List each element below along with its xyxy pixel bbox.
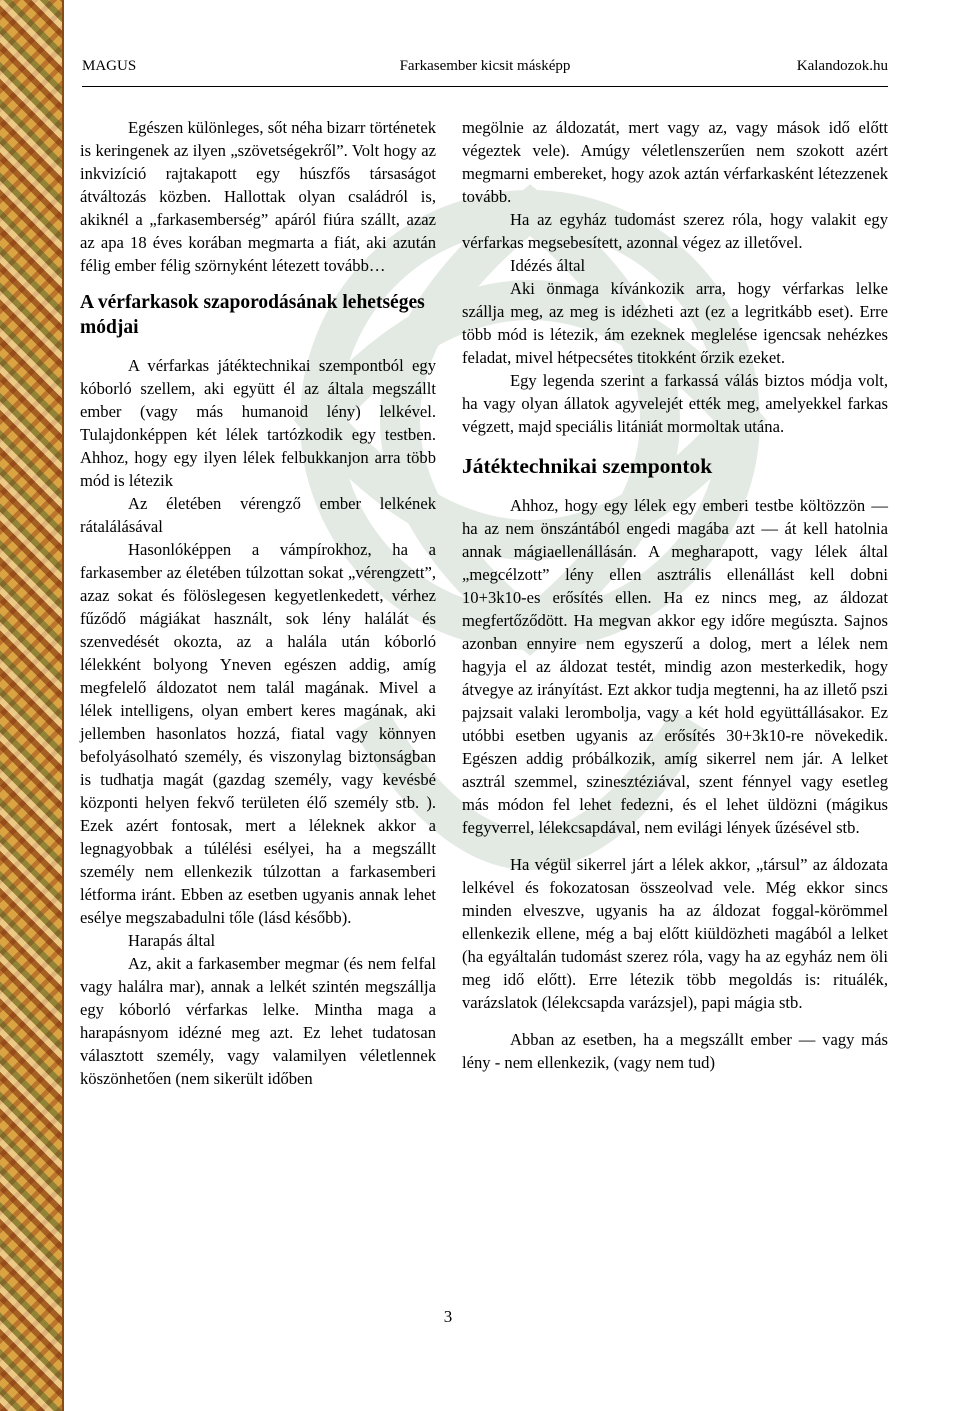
header-rule — [82, 86, 888, 87]
paragraph: Aki önmaga kívánkozik arra, hogy vérfarkas lelke szállja meg, az meg is idézheti azt (ez a legritkább eset). Erre több mód is létezik, ám ezeknek meglelése igencsak nehézkes feladat, mivel hétpecsétes titokként őrzik ezeket. — [462, 279, 888, 367]
spacer — [462, 839, 888, 853]
paragraph: Ha az egyház tudomást szerez róla, hogy valakit egy vérfarkas megsebesített, azonnal végez az illetővel. — [462, 210, 888, 252]
decorative-border — [0, 0, 64, 1411]
left-column — [80, 116, 436, 1090]
paragraph: Egészen különleges, sőt néha bizarr történetek is keringenek az ilyen „szövetségekről”. Volt hogy az inkvizíció rajtakapott egy húszfős társaságot átváltozás közben. Hallottak olyan családról is, akiknél a „farkasemberség” apáról fiúra szállt, azaz az apa 18 éves korában megmarta a fiát, aki azután félig ember félig szörnyként létezett tovább… — [80, 118, 436, 275]
subheading: Az életében vérengző ember lelkének rátalálásával — [80, 494, 436, 536]
paragraph: A vérfarkas játéktechnikai szempontból egy kóborló szellem, aki együtt él az általa megszállt ember (vagy más humanoid lény) lelkével. Tulajdonképpen két lélek tartózkodik egy testben. Ahhoz, hogy egy ilyen lélek felbukkanjon arra több mód is létezik — [80, 356, 436, 490]
spacer — [462, 1014, 888, 1028]
page-number: 3 — [443, 1307, 453, 1326]
section-heading: A vérfarkasok szaporodásának lehetséges módjai — [80, 292, 425, 338]
paragraph: Hasonlóképpen a vámpírokhoz, ha a farkasember az életében túlzottan sokat „vérengzett”, azaz sokat és fölöslegesen kegyetlenkedett, vérhez fűződő mágiákat használt, sok lény halálát és szenvedését okozta, az a halála után kóborló lélekként bolyong Yneven egészen addig, amíg megfelelő áldozatot nem talál magának. Mivel a lélek intelligens, olyan embert keres magának, aki jellemben hasonlatos hozzá, fiatal vagy könnyen befolyásolható személy, és viszonylag biztonságban is tudhatja magát (gazdag személy, vagy kevésbé központi helyen fekvő területen élő személy stb. ). Ezek azért fontosak, mert a léleknek akkor a legnagyobbak a túlélési esélyei, ha a megszállt személy nem ellenkezik túlzottan a farkasemberi létforma iránt. Ebben az esetben ugyanis annak lehet esélye megszabadulni tőle (lásd később). — [80, 540, 436, 927]
paragraph: Az, akit a farkasember megmar (és nem felfal vagy halálra mar), annak a lelkét szintén megszállja egy kóborló vérfarkas lelke. Mintha maga a harapásnyom idézné meg azt. Ez lehet tudatosan választott személy, vagy valamilyen véletlennek köszönhetően (nem sikerült időben — [80, 954, 436, 1088]
right-column — [462, 116, 888, 1074]
paragraph: Ha végül sikerrel járt a lélek akkor, „társul” az áldozata lelkével és fokozatosan összeolvad vele. Még ekkor sincs minden elveszve, ugyanis ha az áldozat foggal-körömmel ellenkezik ellene, még a baj előtt kiüldözheti magából a lelket (ha egyáltalán tudomást szerez róla, vagy ha az egyház nem öli meg idő előtt). Erre létezik több megoldás is: rituálék, varázslatok (lélekcsapda varázsjel), papi mágia stb. — [462, 855, 888, 1012]
paragraph: megölnie az áldozatát, mert vagy az, vagy mások idő előtt végeztek vele). Amúgy véletlenszerűen nem szokott azért megmarni embereket, hogy azok aztán vérfarkasként létezzenek tovább. — [462, 118, 888, 206]
subheading: Idézés által — [510, 256, 586, 275]
subheading: Harapás által — [128, 931, 216, 950]
header-left: MAGUS — [82, 58, 137, 74]
header-right: Kalandozok.hu — [796, 58, 888, 74]
paragraph: Egy legenda szerint a farkassá válás biztos módja volt, ha vagy olyan állatok agyvelejét ették meg, amelyekkel farkas végzett, majd speciális litániát mormoltak utána. — [462, 371, 888, 436]
section-heading: Játéktechnikai szempontok — [462, 454, 713, 478]
header-title: Farkasember kicsit másképp — [399, 58, 571, 74]
page-header — [82, 58, 888, 82]
paragraph: Ahhoz, hogy egy lélek egy emberi testbe költözzön — ha az nem önszántából engedi magába azt — át kell hatolnia annak mágiaellenállásán. A megharapott, vagy lélek által „megcélzott” lény ellen asztrális ellenállást kell dobni 10+3k10-es erősítés ellen. Ha ez nincs meg, az áldozat megfertőződött. Ha megvan akkor egy időre megúszta. Sajnos azonban ennyire nem egyszerű a dolog, mert a lélek nem hagyja el az áldozat testét, mindig azon mesterkedik, hogy átvegye az irányítást. Ezt akkor tudja megtenni, ha az illető pszi pajzsait valaki lerombolja, vagy a két hold együttállásakor. Ez utóbbi esetben ugyanis az erősítés 30+3k10-re növekedik. Egészen addig próbálkozik, amíg sikerrel nem jár. A lelket asztrál szemmel, szinesztéziával, szent fénnyel vagy esetleg más módon fel lehet fedezni, és el lehet üldözni (mágikus fegyverrel, lélekcsapdával, nem evilági lények űzésével stb. — [462, 496, 888, 837]
paragraph: Abban az esetben, ha a megszállt ember — vagy más lény - nem ellenkezik, (vagy nem tud) — [462, 1030, 888, 1072]
